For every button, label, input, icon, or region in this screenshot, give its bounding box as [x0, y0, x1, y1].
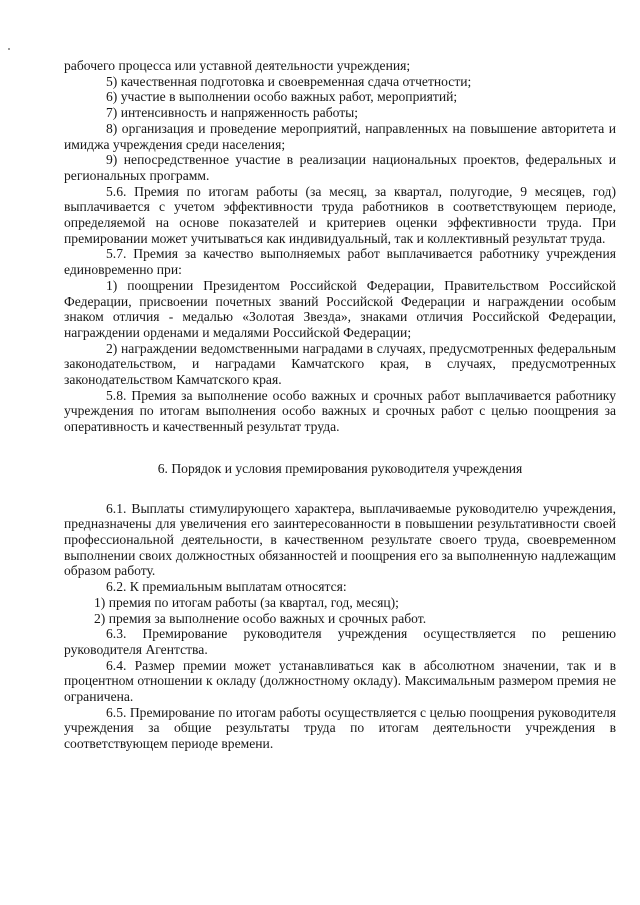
list-item-5: 5) качественная подготовка и своевременная сдача отчетности; — [106, 73, 472, 89]
paragraph-continuation: рабочего процесса или уставной деятельности учреждения; — [64, 58, 411, 73]
list-item-8: 8) организация и проведение мероприятий, направленных на повышение авторитета и имиджа учреждения среди населения; — [64, 120, 616, 152]
clause-5-7: 5.7. Премия за качество выполняемых работ выплачивается работнику учреждения единовременно при: — [64, 246, 616, 278]
clause-5-7-item-2: 2) награждении ведомственными наградами в случаях, предусмотренных федеральным законодательством, и наградами Камчатского края, в случаях, предусмотренных законодательством Камчатского края. — [64, 340, 616, 388]
list-item-6: 6) участие в выполнении особо важных работ, мероприятий; — [106, 89, 458, 105]
clause-6-4: 6.4. Размер премии может устанавливаться как в абсолютном значении, так и в процентном отношении к окладу (должностному окладу). Максимальным размером премия не ограничена. — [64, 657, 616, 705]
clause-6-2: 6.2. К премиальным выплатам относятся: — [106, 579, 347, 595]
list-item-7: 7) интенсивность и напряженность работы; — [106, 105, 359, 121]
clause-5-8: 5.8. Премия за выполнение особо важных и срочных работ выплачивается работнику учреждения по итогам выполнения особо важных и срочных работ с целью поощрения за оперативность и качественный результат труда. — [64, 387, 616, 435]
clause-6-2-item-2: 2) премия за выполнение особо важных и срочных работ. — [94, 610, 427, 626]
clause-6-1: 6.1. Выплаты стимулирующего характера, выплачиваемые руководителю учреждения, предназначены для увеличения его заинтересованности в повышении результативности своей профессиональной деятельности, в качественном результате своего труда, своевременном выполнении своих должностных обязанностей и поощрения его за выполненную надлежащим образом работу. — [64, 500, 616, 579]
list-item-9: 9) непосредственное участие в реализации национальных проектов, федеральных и региональных программ. — [64, 152, 616, 183]
document-page — [64, 58, 616, 752]
clause-6-2-item-1: 1) премия по итогам работы (за квартал, год, месяц); — [94, 594, 399, 610]
clause-5-7-item-1: 1) поощрении Президентом Российской Федерации, Правительством Российской Федерации, присвоении почетных званий Российской Федерации и награждении особым знаком отличия - медалью «Золотая Звезда», знаками отличия Российской Федерации, награждении орденами и медалями Российской Федерации; — [64, 277, 616, 340]
scan-speck — [8, 48, 10, 50]
clause-5-6: 5.6. Премия по итогам работы (за месяц, за квартал, полугодие, 9 месяцев, год) выплачивается с учетом эффективности труда работников в соответствующем периоде, определяемой на основе показателей и критериев оценки эффективности труда. При премировании может учитываться как индивидуальный, так и коллективный результат труда. — [64, 183, 616, 246]
section-heading: 6. Порядок и условия премирования руководителя учреждения — [157, 460, 523, 476]
clause-6-3: 6.3. Премирование руководителя учреждения осуществляется по решению руководителя Агентства. — [64, 626, 616, 657]
clause-6-5: 6.5. Премирование по итогам работы осуществляется с целью поощрения руководителя учреждения за общие результаты труда по итогам деятельности учреждения в соответствующем периоде времени. — [64, 704, 616, 752]
